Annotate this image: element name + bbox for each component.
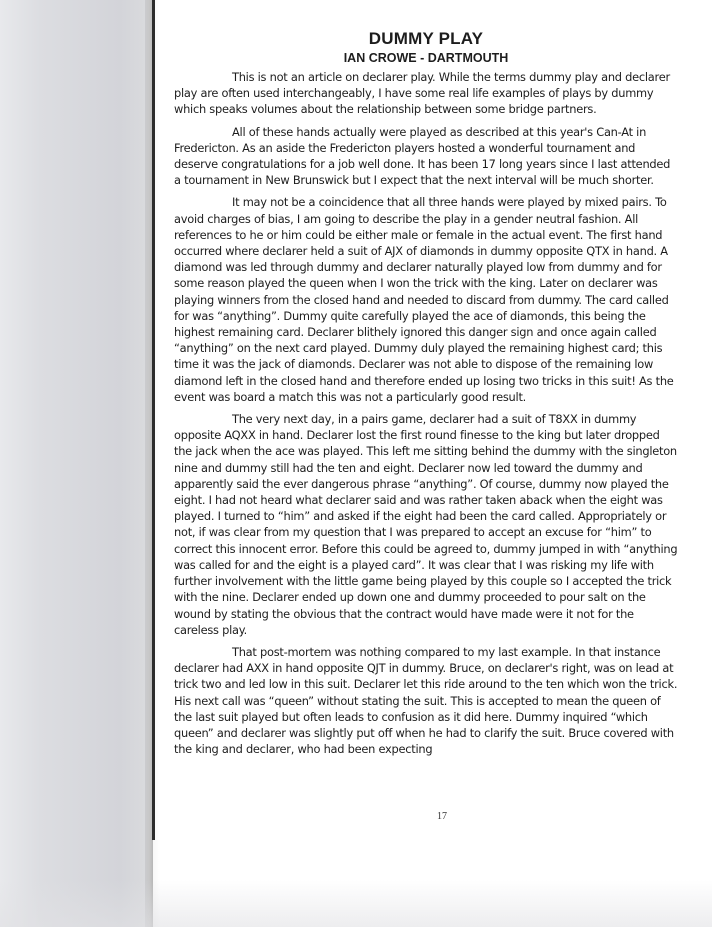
paragraph-5: That post-mortem was nothing compared to my last example. In that instance declarer had AXX in hand opposite QJT in dummy. Bruce, on declarer's right, was on lead at trick two and led low in this suit. Declarer let this ride around to the ten which won the trick. His next call was “queen” without stating the suit. This is accepted to mean the queen of the last suit played but often leads to confusion as it did here. Dummy inquired “which queen” and declarer was slightly put off when he had to clarify the suit. Bruce covered with the king and declarer, who had been expecting — [174, 644, 678, 757]
article — [174, 28, 678, 763]
bottom-shade — [0, 880, 712, 927]
binding-edge — [152, 0, 155, 840]
article-byline: IAN CROWE - DARTMOUTH — [343, 51, 509, 65]
article-title: DUMMY PLAY — [368, 29, 484, 48]
page-number: 17 — [437, 811, 447, 822]
paragraph-2: All of these hands actually were played as described at this year's Can-At in Fredericton. As an aside the Fredericton players hosted a wonderful tournament and deserve congratulations for a job well done. It has been 17 long years since I last attended a tournament in New Brunswick but I expect that the next interval will be much shorter. — [174, 124, 671, 188]
paragraph-3: It may not be a coincidence that all three hands were played by mixed pairs. To avoid charges of bias, I am going to describe the play in a gender neutral fashion. All references to he or him could be either male or female in the actual event. The first hand occurred where declarer held a suit of AJX of diamonds in dummy opposite QTX in hand. A diamond was led through dummy and declarer naturally played low from dummy and for some reason played the queen when I won the trick with the king. Later on declarer was playing winners from the closed hand and needed to discard from dummy. The card called for was “anything”. Dummy quite carefully played the ace of diamonds, this being the highest remaining card. Declarer blithely ignored this danger sign and once again called “anything” on the next card played. Dummy duly played the remaining highest card; this time it was the jack of diamonds. Declarer was not able to dispose of the remaining low diamond left in the closed hand and therefore ended up losing two tricks in this suit! As the event was board a match this was not a particularly good result. — [174, 195, 674, 404]
paragraph-1: This is not an article on declarer play. While the terms dummy play and declarer play are often used interchangeably, I have some real life examples of plays by dummy which speaks volumes about the relationship between some bridge partners. — [174, 70, 670, 117]
paragraph-4: The very next day, in a pairs game, declarer had a suit of T8XX in dummy opposite AQXX in hand. Declarer lost the first round finesse to the king but later dropped the jack when the ace was played. This left me sitting behind the dummy with the singleton nine and dummy still had the ten and eight. Declarer now led toward the dummy and apparently said the ever dangerous phrase “anything”. Of course, dummy now played the eight. I had not heard what declarer said and was rather taken aback when the eight was played. I turned to “him” and asked if the eight had been the card called. Appropriately or not, if was clear from my question that I was prepared to accept an excuse for “him” to correct this innocent error. Before this could be agreed to, dummy jumped in with “anything was called for and the eight is a played card”. It was clear that I was risking my life with further involvement with the little game being played by this couple so I accepted the trick with the nine. Declarer ended up down one and dummy proceeded to pour salt on the wound by stating the obvious that the contract would have made were it not for the careless play. — [174, 412, 678, 637]
